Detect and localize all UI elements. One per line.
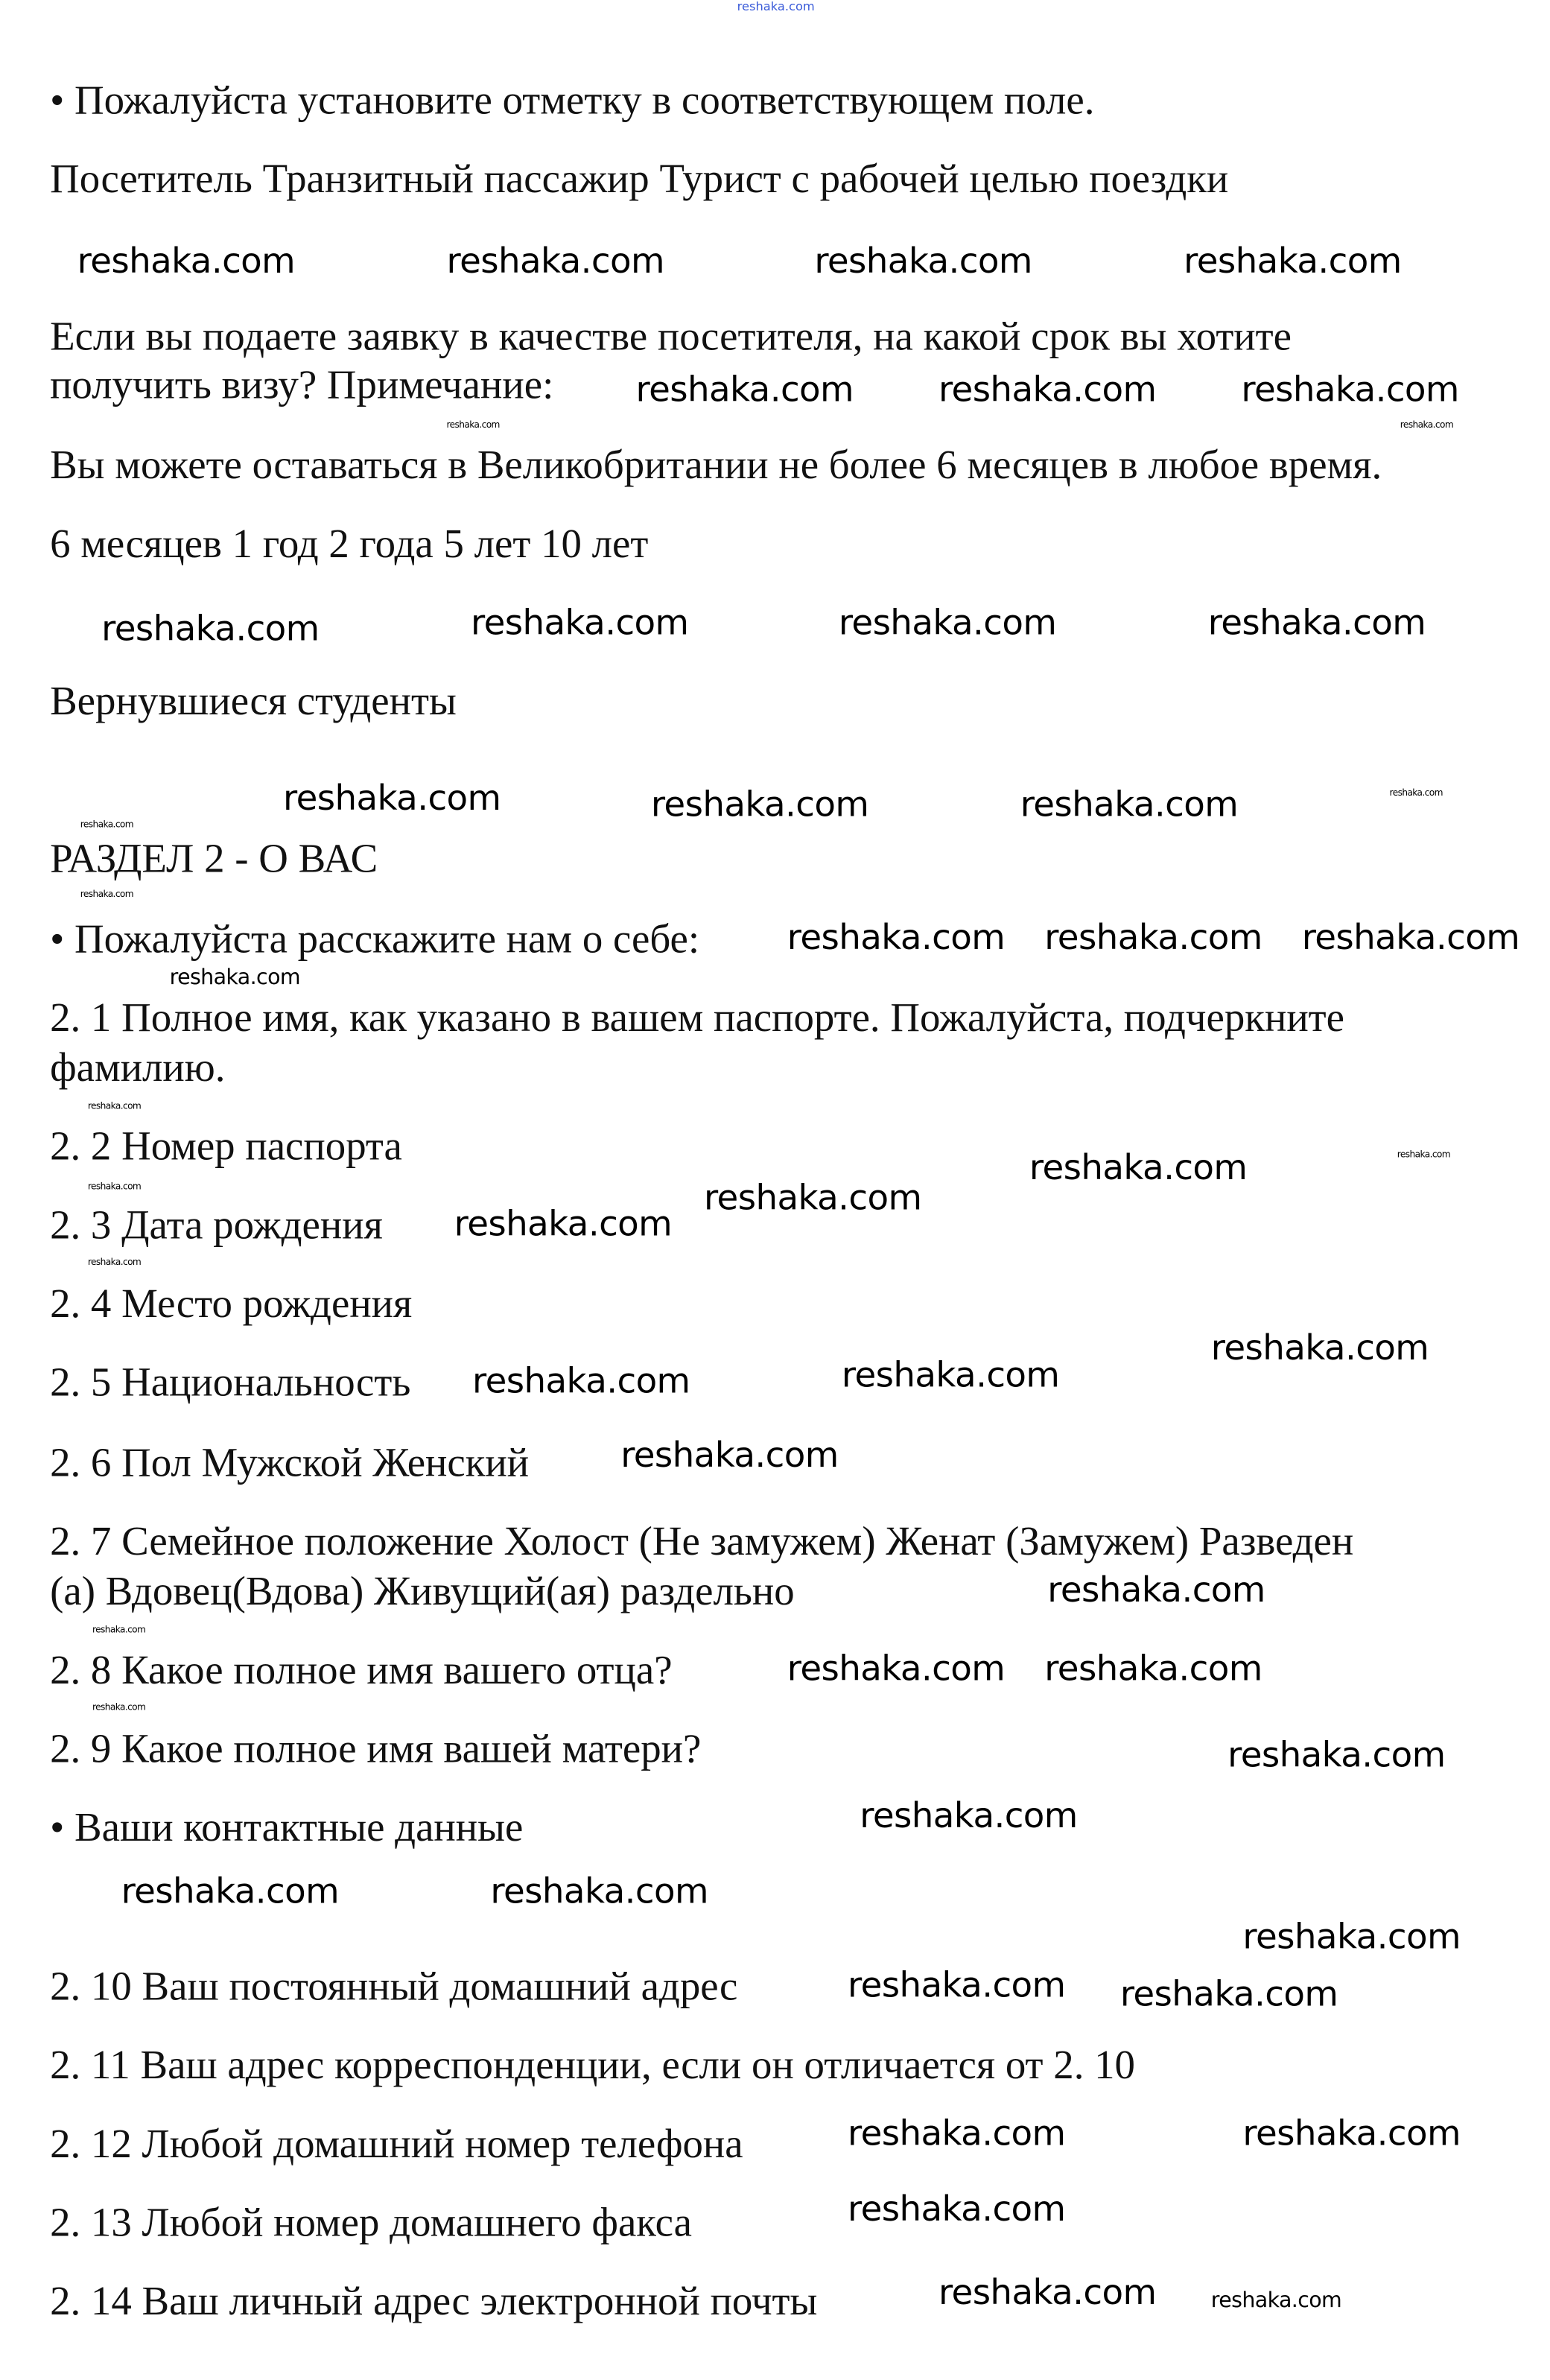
- watermark: reshaka.com: [1044, 918, 1262, 959]
- form-field-label: 2. 11 Ваш адрес корреспонденции, если он отличается от 2. 10: [50, 2042, 1136, 2088]
- form-field-label: 2. 9 Какое полное имя вашей матери?: [50, 1725, 702, 1771]
- form-field-label: 2. 2 Номер паспорта: [50, 1123, 402, 1169]
- watermark: reshaka.com: [848, 1966, 1066, 2006]
- watermark: reshaka.com: [635, 370, 854, 410]
- watermark: reshaka.com: [472, 1362, 690, 1402]
- watermark: reshaka.com: [101, 609, 320, 650]
- watermark: reshaka.com: [446, 242, 664, 282]
- watermark: reshaka.com: [838, 603, 1057, 644]
- watermark: reshaka.com: [87, 1101, 142, 1112]
- form-field-label: 2. 12 Любой домашний номер телефона: [50, 2121, 743, 2167]
- watermark: reshaka.com: [1029, 1149, 1248, 1189]
- watermark: reshaka.com: [620, 1436, 839, 1476]
- duration-options: 6 месяцев 1 год 2 года 5 лет 10 лет: [50, 521, 649, 567]
- watermark: reshaka.com: [814, 242, 1032, 282]
- watermark: reshaka.com: [938, 2273, 1157, 2314]
- watermark: reshaka.com: [848, 2114, 1066, 2154]
- watermark: reshaka.com: [1020, 785, 1239, 825]
- watermark: reshaka.com: [1400, 419, 1454, 431]
- watermark: reshaka.com: [1210, 2288, 1342, 2314]
- watermark: reshaka.com: [1242, 2114, 1461, 2154]
- watermark: reshaka.com: [650, 785, 869, 825]
- watermark: reshaka.com: [471, 603, 689, 644]
- watermark: reshaka.com: [1227, 1736, 1446, 1776]
- watermark: reshaka.com: [283, 779, 501, 819]
- watermark: reshaka.com: [87, 1181, 142, 1193]
- watermark: reshaka.com: [87, 1257, 142, 1268]
- watermark: reshaka.com: [1242, 1917, 1461, 1958]
- watermark: reshaka.com: [787, 918, 1006, 959]
- watermark: reshaka.com: [703, 1179, 922, 1219]
- visa-type-options: Посетитель Транзитный пассажир Турист с рабочей целью поездки: [50, 156, 1229, 202]
- watermark: reshaka.com: [860, 1797, 1078, 1837]
- form-field-label: 2. 4 Место рождения: [50, 1281, 413, 1327]
- question-text: Если вы подаете заявку в качестве посетителя, на какой срок вы хотите: [50, 313, 1292, 359]
- form-field-label: 2. 5 Национальность: [50, 1359, 411, 1405]
- watermark: reshaka.com: [1389, 787, 1443, 799]
- watermark: reshaka.com: [80, 889, 134, 901]
- watermark: reshaka.com: [1241, 370, 1459, 410]
- form-field-label: 2. 6 Пол Мужской Женский: [50, 1439, 530, 1485]
- site-header-link[interactable]: reshaka.com: [737, 0, 815, 14]
- watermark: reshaka.com: [92, 1625, 146, 1636]
- question-text: получить визу? Примечание:: [50, 361, 554, 407]
- returning-students: Вернувшиеся студенты: [50, 678, 457, 724]
- watermark: reshaka.com: [121, 1872, 340, 1912]
- watermark: reshaka.com: [1210, 1329, 1429, 1369]
- note-text: Вы можете оставаться в Великобритании не более 6 месяцев в любое время.: [50, 442, 1382, 488]
- subsection-heading: • Ваши контактные данные: [50, 1804, 524, 1850]
- instruction-text: • Пожалуйста установите отметку в соответствующем поле.: [50, 77, 1095, 123]
- watermark: reshaka.com: [454, 1205, 673, 1245]
- watermark: reshaka.com: [848, 2190, 1066, 2230]
- watermark: reshaka.com: [1119, 1976, 1338, 2015]
- watermark: reshaka.com: [787, 1650, 1006, 1689]
- form-field-label: 2. 14 Ваш личный адрес электронной почты: [50, 2278, 818, 2324]
- watermark: reshaka.com: [1207, 603, 1426, 644]
- form-field-label: 2. 3 Дата рождения: [50, 1202, 383, 1248]
- watermark: reshaka.com: [92, 1702, 146, 1713]
- watermark: reshaka.com: [841, 1356, 1060, 1396]
- watermark: reshaka.com: [169, 965, 301, 991]
- watermark: reshaka.com: [1301, 918, 1520, 959]
- form-field-label: фамилию.: [50, 1044, 226, 1091]
- watermark: reshaka.com: [938, 370, 1157, 410]
- form-field-label: (а) Вдовец(Вдова) Живущий(ая) раздельно: [50, 1568, 795, 1614]
- form-field-label: 2. 1 Полное имя, как указано в вашем паспорте. Пожалуйста, подчеркните: [50, 994, 1345, 1041]
- form-field-label: 2. 13 Любой номер домашнего факса: [50, 2199, 693, 2245]
- watermark: reshaka.com: [1184, 242, 1402, 282]
- instruction-text: • Пожалуйста расскажите нам о себе:: [50, 915, 700, 962]
- section-heading: РАЗДЕЛ 2 - О ВАС: [50, 835, 378, 881]
- watermark: reshaka.com: [1044, 1650, 1262, 1689]
- form-field-label: 2. 7 Семейное положение Холост (Не замужем) Женат (Замужем) Разведен: [50, 1518, 1354, 1564]
- watermark: reshaka.com: [1047, 1571, 1265, 1611]
- watermark: reshaka.com: [446, 419, 500, 431]
- watermark: reshaka.com: [77, 242, 296, 282]
- watermark: reshaka.com: [490, 1872, 708, 1912]
- watermark: reshaka.com: [80, 819, 134, 831]
- form-field-label: 2. 10 Ваш постоянный домашний адрес: [50, 1963, 738, 2009]
- watermark: reshaka.com: [1397, 1149, 1451, 1161]
- form-field-label: 2. 8 Какое полное имя вашего отца?: [50, 1647, 673, 1692]
